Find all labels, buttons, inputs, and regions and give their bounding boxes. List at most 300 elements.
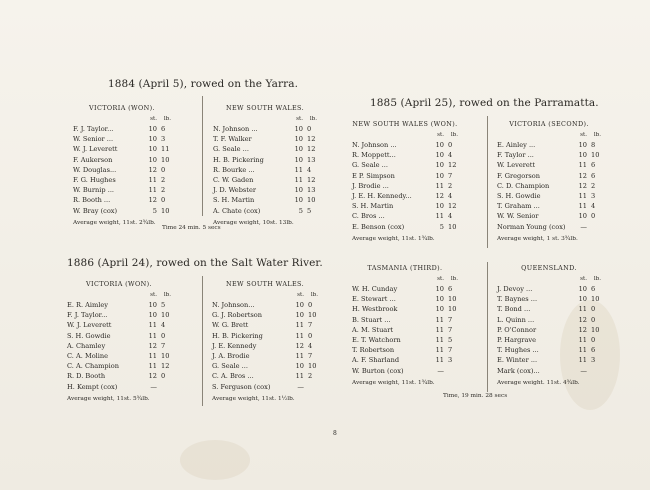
weight-pounds: 4	[591, 202, 596, 211]
weight-stone: 11	[435, 335, 444, 344]
crew-member-row	[67, 382, 171, 392]
crew-member-row	[352, 181, 458, 191]
crew-member-row	[497, 294, 601, 304]
rower-name: Norman Young (cox)	[497, 222, 566, 231]
crew-member-row	[213, 155, 317, 165]
weight-stone: 11	[578, 202, 587, 211]
weight-pounds: 12	[161, 362, 170, 371]
weight-stone: 10	[295, 311, 304, 320]
rower-name: C. D. Champion	[497, 181, 550, 190]
weight-pounds: 6	[591, 171, 596, 180]
paper-stain	[180, 440, 250, 480]
crew-member-row	[212, 300, 318, 310]
weight-pounds: 2	[161, 186, 166, 195]
weight-units: st. lb.	[150, 116, 171, 122]
average-weight: Average weight, 11st. 5¾lb.	[67, 395, 150, 402]
average-weight: Average weight, 10st. 13lb.	[213, 219, 294, 226]
page-number: 8	[333, 430, 337, 437]
weight-pounds: 7	[448, 171, 453, 180]
weight-pounds: 7	[448, 325, 453, 334]
rower-name: G. Seale ...	[212, 362, 248, 371]
column-divider	[487, 116, 488, 248]
crew-member-row	[212, 371, 318, 381]
rower-name: J. D. Webster	[213, 186, 257, 195]
rower-name: E. Benson (cox)	[352, 222, 405, 231]
crew-rows	[497, 284, 601, 376]
crew-member-row	[67, 331, 171, 341]
rower-name: G. J. Robertson	[212, 311, 263, 320]
weight-pounds: 4	[448, 212, 453, 221]
crew-member-row	[497, 140, 601, 150]
rower-name: T. Robertson	[352, 346, 395, 355]
crew-member-row	[213, 144, 317, 154]
crew-member-row	[67, 351, 171, 361]
crew-member-row	[352, 325, 458, 335]
weight-pounds: 6	[591, 346, 596, 355]
weight-stone: 12	[578, 171, 587, 180]
weight-pounds: 0	[448, 141, 453, 149]
crew-victoria-1886	[67, 280, 171, 402]
average-weight: Average weight, 11st. 2¾lb.	[73, 219, 156, 226]
weight-stone: 11	[148, 175, 157, 184]
weight-pounds: 8	[591, 141, 596, 149]
weight-pounds: 0	[308, 301, 313, 309]
crew-member-row	[352, 150, 458, 160]
weight-stone: 10	[294, 186, 303, 195]
weight-pounds: 0	[161, 331, 166, 340]
crew-member-row	[212, 331, 318, 341]
race-title-1885: 1885 (April 25), rowed on the Parramatta.	[370, 97, 599, 109]
weight-pounds: 12	[307, 175, 316, 184]
weight-stone: 11	[148, 362, 157, 371]
crew-name: NEW SOUTH WALES (WON).	[352, 120, 458, 128]
crew-member-row	[497, 171, 601, 181]
weight-stone: 11	[435, 325, 444, 334]
crew-member-row	[73, 155, 171, 165]
crew-member-row	[67, 300, 171, 310]
weight-stone: 12	[148, 196, 157, 205]
weight-pounds: 3	[161, 135, 166, 144]
weight-pounds: 7	[308, 351, 313, 360]
weight-stone: 11	[294, 175, 303, 184]
crew-member-row	[213, 206, 317, 216]
weight-stone: 11	[578, 356, 587, 365]
weight-pounds: 5	[307, 206, 312, 215]
crew-name: VICTORIA (WON).	[89, 104, 155, 112]
crew-member-row	[497, 181, 601, 191]
weight-pounds: 4	[448, 191, 453, 200]
crew-member-row	[212, 320, 318, 330]
rower-name: C. A. Champion	[67, 362, 119, 371]
crew-member-row	[213, 195, 317, 205]
weight-units: st. lb.	[296, 116, 317, 122]
weight-pounds: 10	[448, 222, 457, 231]
rower-name: T. Bond ...	[497, 305, 531, 314]
rower-name: R. Booth ...	[73, 196, 111, 205]
rower-name: T. F. Walker	[213, 135, 252, 144]
crew-member-row	[73, 195, 171, 205]
average-weight: Average weight, 11st. 1¾lb.	[352, 235, 435, 242]
crew-member-row	[67, 371, 171, 381]
weight-stone: 10	[295, 362, 304, 371]
weight-stone: 10	[294, 196, 303, 205]
weight-stone: 12	[435, 191, 444, 200]
rower-name: E. Winter ...	[497, 356, 538, 365]
crew-rows	[352, 284, 458, 376]
weight-stone: 11	[148, 321, 157, 330]
rower-name: W. Douglas...	[73, 165, 117, 174]
crew-member-row	[497, 366, 601, 376]
crew-member-row	[352, 304, 458, 314]
weight-pounds: 0	[591, 315, 596, 324]
crew-member-row	[213, 124, 317, 134]
weight-stone: 11	[294, 165, 303, 174]
crew-queensland-1885	[497, 264, 601, 386]
weight-stone: 11	[435, 346, 444, 355]
crew-member-row	[67, 361, 171, 371]
weight-stone: 10	[148, 311, 157, 320]
rower-name: H. Kempt (cox)	[67, 382, 118, 391]
weight-pounds: 6	[591, 285, 596, 293]
weight-pounds: 0	[307, 125, 312, 133]
weight-pounds: 11	[161, 145, 170, 154]
rower-name: Mark (cox)...	[497, 366, 540, 375]
weight-pounds: 12	[448, 202, 457, 211]
weight-stone: 12	[578, 325, 587, 334]
weight-pounds: 2	[161, 175, 166, 184]
rower-name: T. Hughes ...	[497, 346, 539, 355]
weight-stone: 10	[148, 135, 157, 144]
rower-name: W. Burton (cox)	[352, 366, 404, 375]
crew-rows	[213, 124, 317, 216]
rower-name: A. Chamley	[67, 341, 106, 350]
weight-pounds: 5	[161, 301, 166, 309]
weight-stone: 11	[578, 346, 587, 355]
crew-rows	[352, 140, 458, 232]
rower-name: C. W. Gaden	[213, 175, 254, 184]
crew-member-row	[213, 165, 317, 175]
rower-name: F. Aukerson	[73, 155, 113, 164]
weight-stone: 10	[294, 145, 303, 154]
weight-pounds: 13	[307, 186, 316, 195]
weight-pounds: 7	[448, 346, 453, 355]
rower-name: A. M. Stuart	[352, 325, 394, 334]
weight-units: st. lb.	[150, 292, 171, 298]
weight-stone: 10	[435, 305, 444, 314]
weight-stone: 10	[578, 285, 587, 293]
crew-member-row	[497, 191, 601, 201]
rower-name: R. D. Booth	[67, 372, 106, 381]
weight-stone: 12	[295, 341, 304, 350]
crew-member-row	[497, 304, 601, 314]
crew-member-row	[352, 160, 458, 170]
weight-pounds: 10	[448, 305, 457, 314]
weight-stone: 10	[148, 301, 157, 309]
rower-name: E P. Simpson	[352, 171, 395, 180]
weight-pounds: 7	[448, 315, 453, 324]
weight-stone: 11	[578, 191, 587, 200]
weight-pounds: 10	[591, 295, 600, 304]
rower-name: A. F. Sharland	[352, 356, 400, 365]
rower-name: J. A. Brodie	[212, 351, 250, 360]
weight-units: st. lb.	[297, 292, 318, 298]
crew-member-row	[212, 341, 318, 351]
rower-name: G. Seale ...	[352, 161, 388, 170]
crew-member-row	[212, 351, 318, 361]
crew-member-row	[67, 310, 171, 320]
rower-name: A. Chate (cox)	[213, 206, 261, 215]
weight-pounds: 12	[448, 161, 457, 170]
crew-member-row	[73, 165, 171, 175]
rower-name: W. Bray (cox)	[73, 206, 118, 215]
crew-rows	[73, 124, 171, 216]
weight-pounds: 2	[448, 181, 453, 190]
weight-pounds: 5	[448, 335, 453, 344]
weight-stone: —	[580, 366, 587, 375]
rower-name: W. Senior ...	[73, 135, 114, 144]
weight-pounds: 0	[591, 305, 596, 314]
rower-name: E. R. Aimley	[67, 301, 109, 309]
weight-stone: —	[297, 382, 304, 391]
weight-pounds: 10	[161, 351, 170, 360]
rower-name: N. Johnson ...	[213, 125, 258, 133]
weight-pounds: 2	[308, 372, 313, 381]
weight-stone: 11	[435, 181, 444, 190]
crew-member-row	[352, 315, 458, 325]
rower-name: W. H. Cunday	[352, 285, 398, 293]
column-divider	[487, 262, 488, 392]
crew-nsw-1885	[352, 120, 458, 242]
weight-stone: 10	[294, 135, 303, 144]
rower-name: W. J. Leverett	[73, 145, 118, 154]
rower-name: F. J. Taylor...	[67, 311, 108, 320]
rower-name: W. J. Leverett	[67, 321, 112, 330]
weight-stone: 10	[295, 301, 304, 309]
weight-stone: 12	[148, 372, 157, 381]
rower-name: S. H. Gowdie	[67, 331, 111, 340]
crew-member-row	[352, 284, 458, 294]
rower-name: B. Stuart ...	[352, 315, 391, 324]
weight-stone: 11	[295, 351, 304, 360]
crew-member-row	[352, 294, 458, 304]
weight-pounds: 4	[307, 165, 312, 174]
rower-name: H. Westbrook	[352, 305, 398, 314]
weight-pounds: 10	[448, 295, 457, 304]
race-time: Time 24 min. 5 secs	[162, 225, 221, 231]
crew-tasmania-1885	[352, 264, 458, 386]
weight-stone: 10	[148, 155, 157, 164]
crew-name: NEW SOUTH WALES.	[225, 104, 305, 112]
weight-stone: 11	[578, 161, 587, 170]
average-weight: Average weight. 11st. 4¾lb.	[497, 379, 580, 386]
rower-name: S. Ferguson (cox)	[212, 382, 271, 391]
weight-pounds: 4	[161, 321, 166, 330]
weight-units: st. lb.	[580, 132, 601, 138]
crew-name: VICTORIA (SECOND).	[509, 120, 589, 128]
weight-units: st. lb.	[437, 132, 458, 138]
crew-member-row	[352, 345, 458, 355]
weight-stone: 10	[294, 155, 303, 164]
weight-stone: 10	[148, 145, 157, 154]
weight-pounds: 10	[307, 196, 316, 205]
rower-name: N. Johnson ...	[352, 141, 397, 149]
rower-name: S. H. Martin	[213, 196, 255, 205]
weight-stone: 12	[148, 341, 157, 350]
rower-name: W. Burnip ...	[73, 186, 115, 195]
rower-name: F. Gregorson	[497, 171, 541, 180]
crew-member-row	[497, 325, 601, 335]
weight-stone: 11	[435, 212, 444, 221]
crew-member-row	[352, 191, 458, 201]
weight-pounds: 12	[307, 135, 316, 144]
crew-rows	[212, 300, 318, 392]
rower-name: T. Graham ...	[497, 202, 540, 211]
rower-name: C. Bros ...	[352, 212, 385, 221]
crew-member-row	[67, 341, 171, 351]
weight-stone: 10	[435, 202, 444, 211]
crew-member-row	[497, 150, 601, 160]
crew-nsw-1884	[213, 104, 317, 226]
weight-stone: 10	[435, 161, 444, 170]
rower-name: C. A. Moline	[67, 351, 109, 360]
weight-pounds: 3	[591, 191, 596, 200]
weight-pounds: 12	[307, 145, 316, 154]
crew-member-row	[67, 320, 171, 330]
crew-member-row	[73, 144, 171, 154]
weight-pounds: 2	[591, 181, 596, 190]
weight-pounds: 10	[308, 362, 317, 371]
crew-rows	[67, 300, 171, 392]
rower-name: S. H. Martin	[352, 202, 394, 211]
rower-name: E. Ainley ...	[497, 141, 536, 149]
rower-name: L. Quinn ...	[497, 315, 535, 324]
race-title-1884: 1884 (April 5), rowed on the Yarra.	[108, 78, 299, 90]
weight-stone: 11	[148, 351, 157, 360]
weight-stone: 12	[578, 315, 587, 324]
rower-name: F. Taylor ...	[497, 151, 534, 160]
weight-stone: 10	[148, 125, 157, 133]
crew-member-row	[73, 175, 171, 185]
rower-name: W. Leverett	[497, 161, 536, 170]
crew-victoria-1884	[73, 104, 171, 226]
rower-name: C. A. Bros ...	[212, 372, 254, 381]
crew-member-row	[73, 124, 171, 134]
weight-stone: 11	[435, 356, 444, 365]
crew-member-row	[213, 134, 317, 144]
weight-stone: 10	[578, 151, 587, 160]
weight-stone: 11	[578, 305, 587, 314]
crew-nsw-1886	[212, 280, 318, 402]
crew-name: VICTORIA (WON).	[86, 280, 152, 288]
average-weight: Average weight, 11st. 1½lb.	[212, 395, 295, 402]
rower-name: T. Baynes ...	[497, 295, 538, 304]
weight-stone: 12	[148, 165, 157, 174]
race-title-1886: 1886 (April 24), rowed on the Salt Water River.	[67, 257, 323, 269]
crew-name: NEW SOUTH WALES.	[225, 280, 305, 288]
weight-stone: 10	[435, 295, 444, 304]
crew-name: QUEENSLAND.	[521, 264, 577, 272]
crew-member-row	[497, 211, 601, 221]
weight-stone: 10	[578, 141, 587, 149]
column-divider	[202, 96, 203, 216]
weight-units: st. lb.	[437, 276, 458, 282]
weight-pounds: 10	[308, 311, 317, 320]
weight-stone: 10	[578, 295, 587, 304]
weight-pounds: 7	[308, 321, 313, 330]
rower-name: S. H. Gowdie	[497, 191, 541, 200]
rower-name: P. O'Connor	[497, 325, 537, 334]
crew-member-row	[213, 185, 317, 195]
crew-member-row	[352, 222, 458, 232]
crew-member-row	[497, 345, 601, 355]
crew-member-row	[73, 185, 171, 195]
weight-pounds: 4	[308, 341, 313, 350]
weight-stone: —	[150, 382, 157, 391]
weight-stone: 10	[294, 125, 303, 133]
crew-member-row	[497, 355, 601, 365]
crew-member-row	[497, 335, 601, 345]
crew-victoria-1885	[497, 120, 601, 242]
weight-stone: —	[580, 222, 587, 231]
weight-pounds: 0	[308, 331, 313, 340]
crew-member-row	[352, 366, 458, 376]
crew-member-row	[497, 160, 601, 170]
weight-pounds: 10	[161, 311, 170, 320]
weight-stone: 11	[295, 372, 304, 381]
rower-name: R. Moppett...	[352, 151, 396, 160]
weight-pounds: 4	[448, 151, 453, 160]
weight-pounds: 0	[161, 165, 166, 174]
crew-member-row	[352, 171, 458, 181]
weight-stone: 10	[435, 141, 444, 149]
weight-pounds: 13	[307, 155, 316, 164]
rower-name: E. T. Watchorn	[352, 335, 401, 344]
crew-member-row	[212, 310, 318, 320]
average-weight: Average weight, 1 st. 3¾lb.	[497, 235, 578, 242]
weight-stone: 10	[435, 285, 444, 293]
weight-pounds: 0	[161, 372, 166, 381]
crew-member-row	[73, 134, 171, 144]
weight-stone: —	[437, 366, 444, 375]
weight-stone: 10	[578, 212, 587, 221]
weight-pounds: 0	[591, 335, 596, 344]
crew-member-row	[497, 222, 601, 232]
crew-member-row	[213, 175, 317, 185]
crew-member-row	[497, 284, 601, 294]
rower-name: W. G. Brett	[212, 321, 249, 330]
crew-member-row	[212, 382, 318, 392]
crew-member-row	[497, 201, 601, 211]
rower-name: J. E. H. Kennedy...	[352, 191, 412, 200]
weight-stone: 11	[435, 315, 444, 324]
weight-stone: 11	[578, 335, 587, 344]
rower-name: H. B. Pickering	[213, 155, 264, 164]
weight-stone: 10	[435, 171, 444, 180]
weight-stone: 11	[295, 321, 304, 330]
crew-rows	[497, 140, 601, 232]
crew-member-row	[352, 211, 458, 221]
weight-stone: 11	[148, 331, 157, 340]
column-divider	[202, 276, 203, 406]
rower-name: N. Johnson...	[212, 301, 255, 309]
rower-name: P. Hargrave	[497, 335, 537, 344]
weight-pounds: 6	[448, 285, 453, 293]
crew-member-row	[73, 206, 171, 216]
rower-name: G. Seale ...	[213, 145, 249, 154]
rower-name: H. B. Pickering	[212, 331, 263, 340]
crew-member-row	[352, 335, 458, 345]
weight-stone: 11	[148, 186, 157, 195]
